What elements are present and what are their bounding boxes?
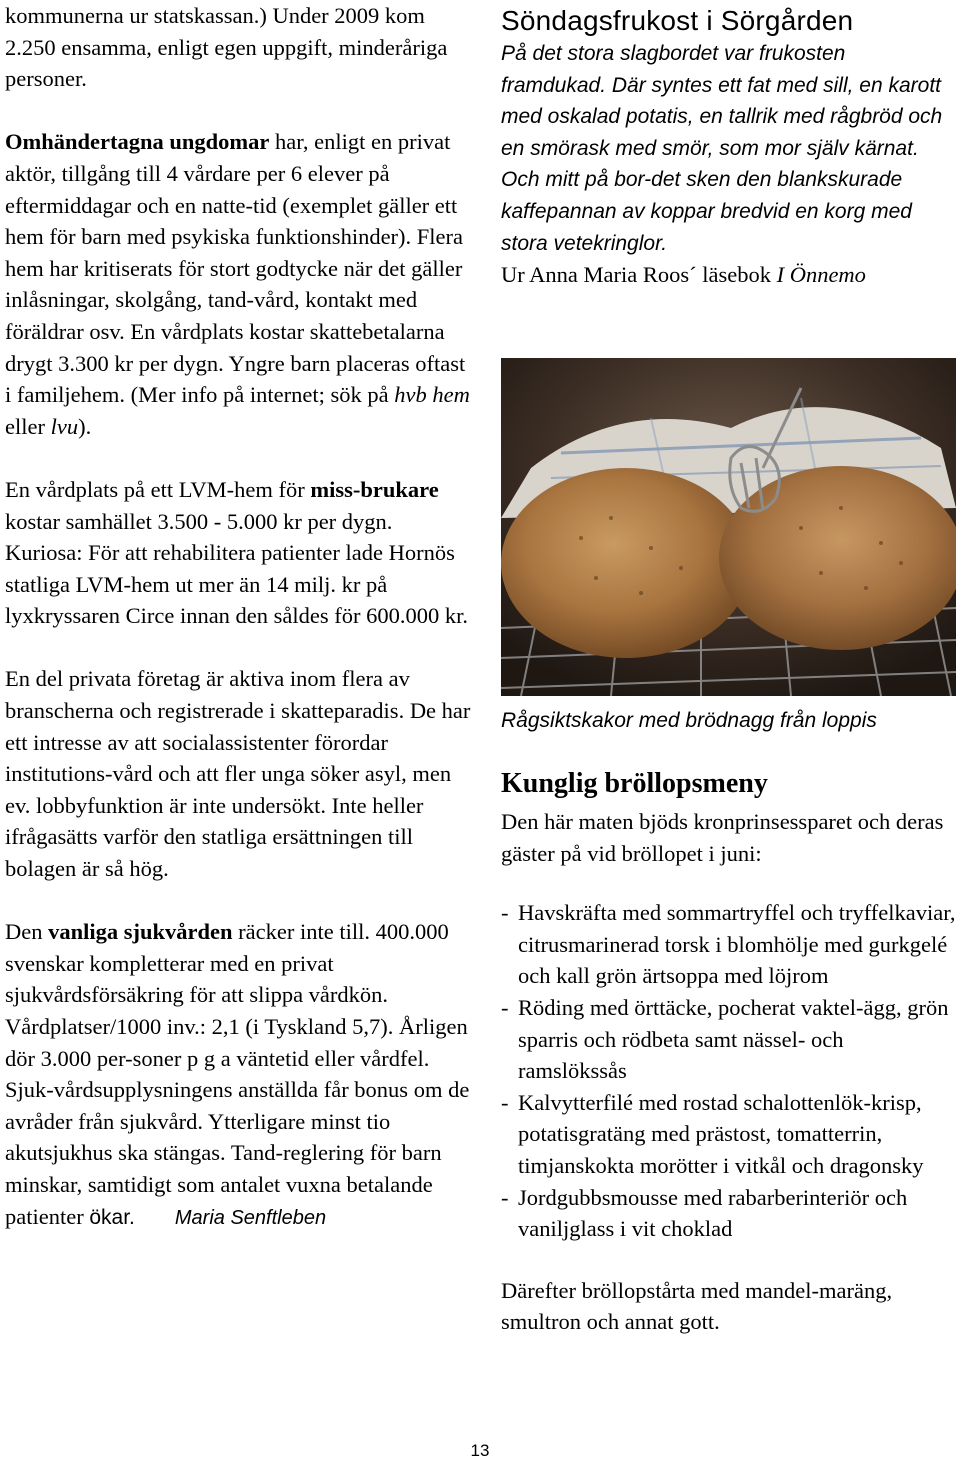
paragraph-4: En del privata företag är aktiva inom flera av branscherna och registrerade i skatteparadis. De har ett intresse av att socialassistenter förordar institutions-vård och att fler unga söker asyl, men ev. lobbyfunktion är inte undersökt. Inte heller ifrågasätts varför den statliga ersättningen till bolagen är så hög. xyxy=(5,666,471,882)
photo-caption: Rågsiktskakor med brödnagg från loppis xyxy=(501,709,877,732)
wedding-menu-section xyxy=(501,766,956,1338)
page-number: 13 xyxy=(470,1441,490,1460)
paragraph-3: En vårdplats på ett LVM-hem för miss-brukare kostar samhället 3.500 - 5.000 kr per dygn. Kuriosa: För att rehabilitera patienter lade Hornös statliga LVM-hem ut mer än 14 milj. kr på lyxkryssaren Circe innan den såldes för 600.000 kr. xyxy=(5,476,469,629)
author-signature: Maria Senftleben xyxy=(174,1206,327,1229)
paragraph-5-bold: vanliga sjukvården xyxy=(48,919,233,945)
paragraph-2: Omhändertagna ungdomar har, enligt en privat aktör, tillgång till 4 vårdare per 6 elever på eftermiddagar och en natte-tid (exemplet gäller ett hem för barn med psykiska funktionshinder). Flera hem har kritiserats för stort godtycke när det gäller inlåsningar, skolgång, tand-vård, kontakt med föräldrar osv. En vårdplats kostar skattebetalarna drygt 3.300 kr per dygn. Yngre barn placeras oftast i familjehem. (Mer info på internet; sök på hvb hem eller lvu). xyxy=(5,129,470,439)
last-word: ökar. xyxy=(89,1205,135,1229)
quote-source: Ur Anna Maria Roos´ läsebok I Önnemo xyxy=(501,262,866,288)
left-column xyxy=(5,0,475,1234)
menu-list xyxy=(501,897,956,1245)
heading-kunglig-brollopsmeny: Kunglig bröllopsmeny xyxy=(501,768,768,799)
bread-photo-image xyxy=(501,358,956,696)
heading-sondagsfrukost: Söndagsfrukost i Sörgården xyxy=(501,5,854,36)
menu-item: - Jordgubbsmousse med rabarberinteriör och vaniljglass i vit choklad xyxy=(501,1184,908,1242)
paragraph-1: kommunerna ur statskassan.) Under 2009 kom 2.250 ensamma, enligt egen uppgift, minderåriga personer. xyxy=(5,3,448,92)
menu-item: - Röding med örttäcke, pocherat vaktel-ägg, grön sparris och rödbeta samt nässel- och ramslökssås xyxy=(501,994,949,1084)
menu-intro: Den här maten bjöds kronprinsessparet och deras gäster på vid bröllopet i juni: xyxy=(501,809,944,866)
paragraph-5: Den vanliga sjukvården räcker inte till. 400.000 svenskar kompletterar med en privat sjukvårdsförsäkring för att slippa vårdkön. Vårdplatser/1000 inv.: 2,1 (i Tyskland 5,7). Årligen dör 3.000 per-soner p g a väntetid eller vårdfel. Sjuk-vårdsupplysningens anställda får bonus om de avråder från sjukvård. Ytterligare minst tio akutsjukhus ska stängas. Tand-reglering för barn minskar, samtidigt som antalet vuxna betalande patienter ökar. Maria Senftleben xyxy=(5,919,470,1229)
menu-item: - Kalvytterfilé med rostad schalottenlök-krisp, potatisgratäng med prästost, tomatterrin, timjanskokta morötter i vitkål och dragonsky xyxy=(501,1089,924,1178)
paragraph-3-bold: miss-brukare xyxy=(310,476,439,502)
right-column xyxy=(501,0,956,291)
breakfast-quote: På det stora slagbordet var frukosten framdukad. Där syntes ett fat med sill, en karott med oskalad potatis, en tallrik med rågbröd och en smörask med smör, som mor själv kärnat. Och mitt på bor-det sken den blankskurade kaffepannan av koppar bredvid en korg med stora vetekringlor. xyxy=(501,42,943,255)
bread-photo xyxy=(501,358,956,696)
menu-item: - Havskräfta med sommartryffel och tryffelkaviar, citrusmarinerad torsk i blomhölje med gurkgelé och kall grön ärtsoppa med löjrom xyxy=(501,900,956,989)
menu-closing: Därefter bröllopstårta med mandel-maräng, smultron och annat gott. xyxy=(501,1277,893,1335)
paragraph-2-bold: Omhändertagna ungdomar xyxy=(5,129,270,155)
